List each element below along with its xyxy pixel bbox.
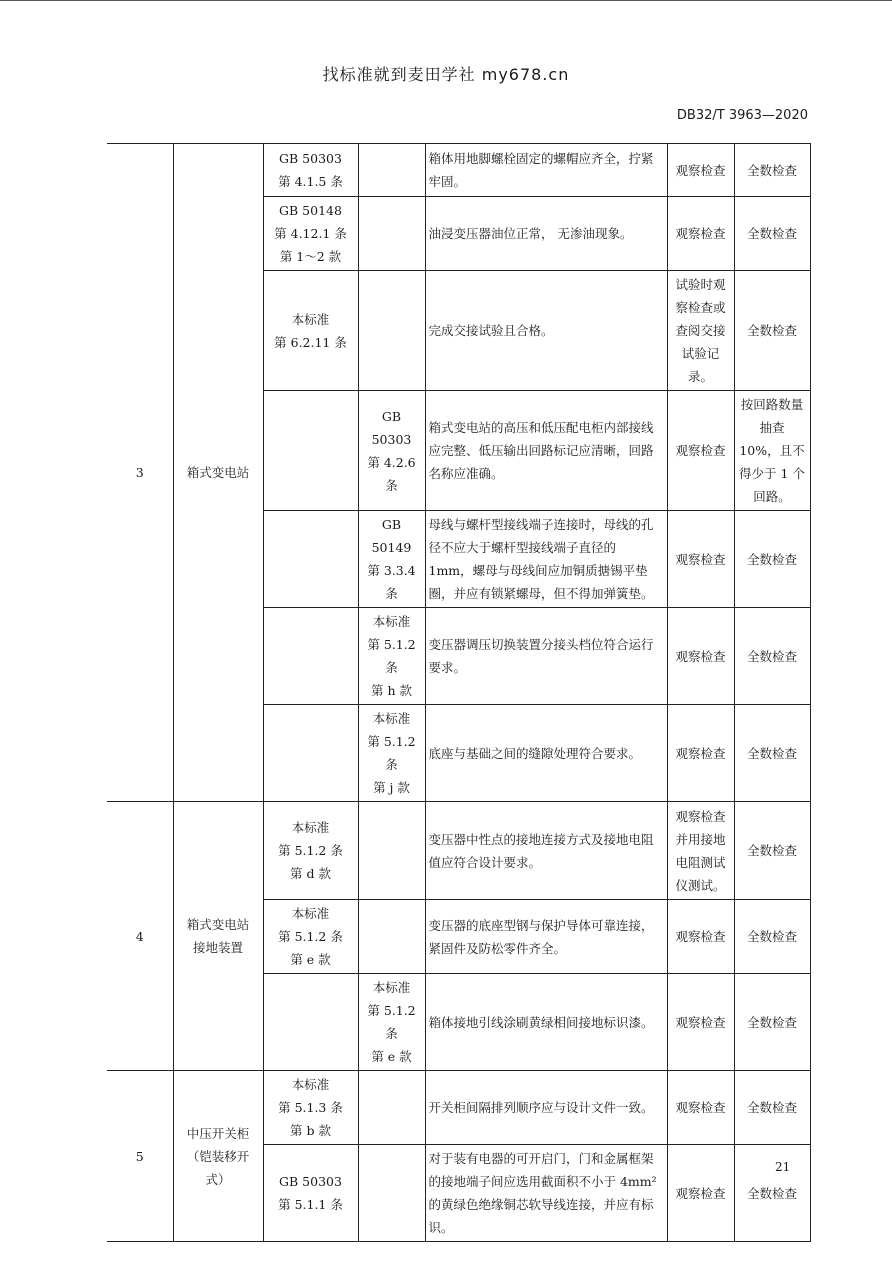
requirement-text: 箱式变电站的高压和低压配电柜内部接线应完整、低压输出回路标记应清晰，回路名称应准确。 (425, 391, 667, 511)
general-reference (358, 1071, 425, 1145)
top-border-line (0, 0, 892, 1)
item-number: 5 (107, 1071, 173, 1242)
table-row (107, 144, 810, 197)
inspection-quantity: 全数检查 (734, 144, 810, 197)
main-control-reference: GB 50303 第 4.1.5 条 (263, 144, 358, 197)
main-control-reference (263, 608, 358, 705)
item-name: 箱式变电站 (173, 144, 263, 802)
inspection-method: 试验时观察检查或查阅交接试验记录。 (667, 271, 734, 391)
requirement-text: 变压器的底座型钢与保护导体可靠连接，紧固件及防松零件齐全。 (425, 900, 667, 974)
inspection-quantity: 全数检查 (734, 197, 810, 271)
main-control-reference (263, 511, 358, 608)
requirement-text: 开关柜间隔排列顺序应与设计文件一致。 (425, 1071, 667, 1145)
inspection-quantity: 全数检查 (734, 705, 810, 802)
general-reference: 本标准 第 5.1.2 条 第 h 款 (358, 608, 425, 705)
item-name: 箱式变电站 接地装置 (173, 802, 263, 1071)
inspection-quantity: 全数检查 (734, 271, 810, 391)
inspection-method: 观察检查 (667, 511, 734, 608)
inspection-method: 观察检查 (667, 391, 734, 511)
main-control-reference: GB 50303 第 5.1.1 条 (263, 1145, 358, 1242)
main-control-reference (263, 391, 358, 511)
inspection-quantity: 全数检查 (734, 608, 810, 705)
inspection-table (107, 143, 811, 1242)
general-reference (358, 900, 425, 974)
main-control-reference: 本标准 第 6.2.11 条 (263, 271, 358, 391)
general-reference: GB 50149 第 3.3.4 条 (358, 511, 425, 608)
inspection-method: 观察检查 (667, 1145, 734, 1242)
requirement-text: 箱体用地脚螺栓固定的螺帽应齐全，拧紧牢固。 (425, 144, 667, 197)
requirement-text: 母线与螺杆型接线端子连接时，母线的孔径不应大于螺杆型接线端子直径的 1mm，螺母与母线间应加铜质搪锡平垫圈，并应有锁紧螺母，但不得加弹簧垫。 (425, 511, 667, 608)
inspection-method: 观察检查 (667, 1071, 734, 1145)
general-reference (358, 197, 425, 271)
requirement-text: 完成交接试验且合格。 (425, 271, 667, 391)
inspection-method: 观察检查 (667, 608, 734, 705)
main-control-reference (263, 705, 358, 802)
document-code: DB32/T 3963—2020 (676, 108, 808, 123)
requirement-text: 底座与基础之间的缝隙处理符合要求。 (425, 705, 667, 802)
main-control-reference: GB 50148 第 4.12.1 条 第 1～2 款 (263, 197, 358, 271)
item-number: 3 (107, 144, 173, 802)
general-reference: 本标准 第 5.1.2 条 第 e 款 (358, 974, 425, 1071)
header-title: 找标准就到麦田学社 my678.cn (322, 65, 570, 84)
general-reference (358, 144, 425, 197)
item-number: 4 (107, 802, 173, 1071)
page-number: 21 (775, 1160, 791, 1174)
main-control-reference: 本标准 第 5.1.2 条 第 d 款 (263, 802, 358, 900)
inspection-quantity: 全数检查 (734, 900, 810, 974)
general-reference (358, 1145, 425, 1242)
table-row (107, 1071, 810, 1145)
inspection-quantity: 全数检查 (734, 1071, 810, 1145)
main-control-reference: 本标准 第 5.1.2 条 第 e 款 (263, 900, 358, 974)
inspection-quantity: 全数检查 (734, 974, 810, 1071)
inspection-method: 观察检查 (667, 705, 734, 802)
item-name: 中压开关柜 （铠装移开式） (173, 1071, 263, 1242)
inspection-method: 观察检查 (667, 974, 734, 1071)
inspection-method: 观察检查 (667, 144, 734, 197)
inspection-quantity: 全数检查 (734, 802, 810, 900)
requirement-text: 对于装有电器的可开启门，门和金属框架的接地端子间应选用截面积不小于 4mm² 的黄绿色绝缘铜芯软导线连接，并应有标识。 (425, 1145, 667, 1242)
requirement-text: 变压器调压切换装置分接头档位符合运行要求。 (425, 608, 667, 705)
general-reference: 本标准 第 5.1.2 条 第 j 款 (358, 705, 425, 802)
general-reference (358, 802, 425, 900)
inspection-quantity: 按回路数量抽查 10%，且不得少于 1 个回路。 (734, 391, 810, 511)
requirement-text: 变压器中性点的接地连接方式及接地电阻值应符合设计要求。 (425, 802, 667, 900)
requirement-text: 箱体接地引线涂刷黄绿相间接地标识漆。 (425, 974, 667, 1071)
main-control-reference: 本标准 第 5.1.3 条 第 b 款 (263, 1071, 358, 1145)
requirement-text: 油浸变压器油位正常， 无渗油现象。 (425, 197, 667, 271)
inspection-method: 观察检查 (667, 900, 734, 974)
inspection-method: 观察检查并用接地电阻测试仪测试。 (667, 802, 734, 900)
main-control-reference (263, 974, 358, 1071)
general-reference: GB 50303 第 4.2.6 条 (358, 391, 425, 511)
inspection-method: 观察检查 (667, 197, 734, 271)
inspection-quantity: 全数检查 (734, 1145, 810, 1242)
inspection-quantity: 全数检查 (734, 511, 810, 608)
table-row (107, 802, 810, 900)
general-reference (358, 271, 425, 391)
